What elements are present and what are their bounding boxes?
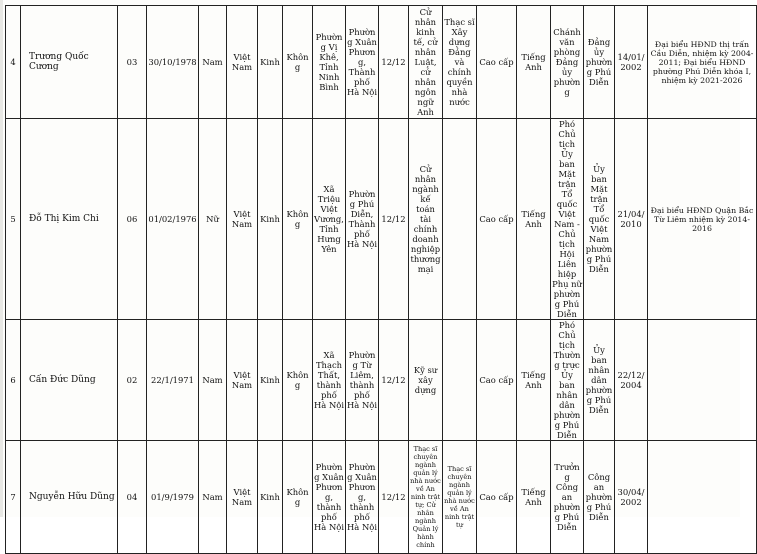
hometown-cell: Phường Xuân Phương, thành phố Hà Nội [313,441,346,554]
ethnicity-cell: Kinh [258,320,283,441]
politics-cell: Cao cấp [477,119,517,320]
degree-cell: Thạc sĩ chuyên ngành quản lý nhà nước về An ninh trật tự [443,441,477,554]
scan-edge [0,0,3,517]
hometown-cell: Phường Vị Khê, Tỉnh Ninh Bình [313,6,346,119]
religion-cell: Không [283,320,313,441]
council-cell: Đại biểu HĐND Quận Bắc Từ Liêm nhiệm kỳ 2014-2016 [648,119,757,320]
council-cell [648,320,757,441]
workplace-cell: Ủy ban Mặt trận Tổ quốc Việt Nam phường Phú Diễn [584,119,615,320]
sex-cell: Nam [199,441,227,554]
workplace-cell: Đảng ủy phường Phú Diễn [584,6,615,119]
politics-cell: Cao cấp [477,441,517,554]
dob-cell: 22/1/1971 [147,320,199,441]
residence-cell: Phường Phú Diễn, Thành phố Hà Nội [346,119,379,320]
code-cell: 04 [118,441,147,554]
name-cell: Trương Quốc Cương [21,6,118,119]
hometown-cell: Xã Triệu Việt Vương, Tỉnh Hưng Yên [313,119,346,320]
council-cell: Đại biểu HĐND thị trấn Cầu Diễn, nhiệm kỳ 2004-2011; Đại biểu HĐND phường Phú Diễn khóa I, nhiệm kỳ 2021-2026 [648,6,757,119]
dob-cell: 01/9/1979 [147,441,199,554]
politics-cell: Cao cấp [477,320,517,441]
code-cell: 02 [118,320,147,441]
stt-cell: 6 [6,320,21,441]
religion-cell: Không [283,6,313,119]
name-cell: Nguyễn Hữu Dũng [21,441,118,554]
ethnicity-cell: Kinh [258,6,283,119]
party-date-cell: 22/12/2004 [615,320,648,441]
position-cell: Phó Chủ tịch Ủy ban Mặt trận Tổ quốc Việt Nam - Chủ tịch Hội Liên hiệp Phụ nữ phường Phú Diễn [552,119,582,319]
party-date-cell: 21/04/2010 [615,119,648,320]
sex-cell: Nam [199,6,227,119]
stt-cell: 4 [6,6,21,119]
council-cell [648,441,757,554]
religion-cell: Không [283,441,313,554]
hometown-cell: Xã Thạch Thất, thành phố Hà Nội [313,320,346,441]
table-row [6,320,757,441]
residence-cell: Phường Xuân Phương, Thành phố Hà Nội [346,6,379,119]
ethnicity-cell: Kinh [258,119,283,320]
table-row [6,6,757,119]
degree-cell: Thạc sĩ Xây dựng Đảng và chính quyền nhà nước [443,6,477,119]
education-cell: 12/12 [379,320,409,441]
position-cell: Chánh văn phòng Đảng ủy phường [551,6,584,119]
language-cell: Tiếng Anh [517,6,551,119]
table-row [6,441,757,554]
stt-cell: 7 [6,441,21,554]
language-cell: Tiếng Anh [517,119,551,320]
education-cell: 12/12 [379,119,409,320]
residence-cell: Phường Từ Liêm, thành phố Hà Nội [346,320,379,441]
specialty-cell: Kỹ sư xây dựng [409,320,443,441]
position-cell: Phó Chủ tịch Thường trực Ủy ban nhân dân phường Phú Diễn [551,320,584,441]
name-cell: Đỗ Thị Kim Chi [21,119,118,320]
workplace-cell: Ủy ban nhân dân phường Phú Diễn [584,320,615,441]
education-cell: 12/12 [379,6,409,119]
stt-cell: 5 [6,119,21,320]
sex-cell: Nam [199,320,227,441]
table-row [6,119,757,320]
candidate-table [5,5,757,554]
education-cell: 12/12 [379,441,409,554]
specialty-cell: Thạc sĩ chuyên ngành quản lý nhà nước về An ninh trật tự; Cử nhân ngành Quản lý hành chính [409,441,443,554]
specialty-cell: Cử nhân kinh tế, cử nhân Luật, cử nhân ngôn ngữ Anh [409,6,443,119]
position-cell: Trưởng Công an phường Phú Diễn [551,441,584,554]
party-date-cell: 14/01/2002 [615,6,648,119]
religion-cell: Không [283,119,313,320]
sex-cell: Nữ [199,119,227,320]
nationality-cell: Việt Nam [227,441,258,554]
name-cell: Cấn Đức Dũng [21,320,118,441]
language-cell: Tiếng Anh [517,320,551,441]
nationality-cell: Việt Nam [227,6,258,119]
specialty-cell: Cử nhân ngành kế toán tài chính doanh nghiệp thương mại [409,119,443,320]
code-cell: 03 [118,6,147,119]
workplace-cell: Công an phường Phú Diễn [584,441,615,554]
degree-cell [443,320,477,441]
residence-cell: Phường Xuân Phương, thành phố Hà Nội [346,441,379,554]
degree-cell [443,119,477,320]
nationality-cell: Việt Nam [227,320,258,441]
dob-cell: 30/10/1978 [147,6,199,119]
nationality-cell: Việt Nam [227,119,258,320]
language-cell: Tiếng Anh [517,441,551,554]
party-date-cell: 30/04/2002 [615,441,648,554]
dob-cell: 01/02/1976 [147,119,199,320]
politics-cell: Cao cấp [477,6,517,119]
code-cell: 06 [118,119,147,320]
ethnicity-cell: Kinh [258,441,283,554]
